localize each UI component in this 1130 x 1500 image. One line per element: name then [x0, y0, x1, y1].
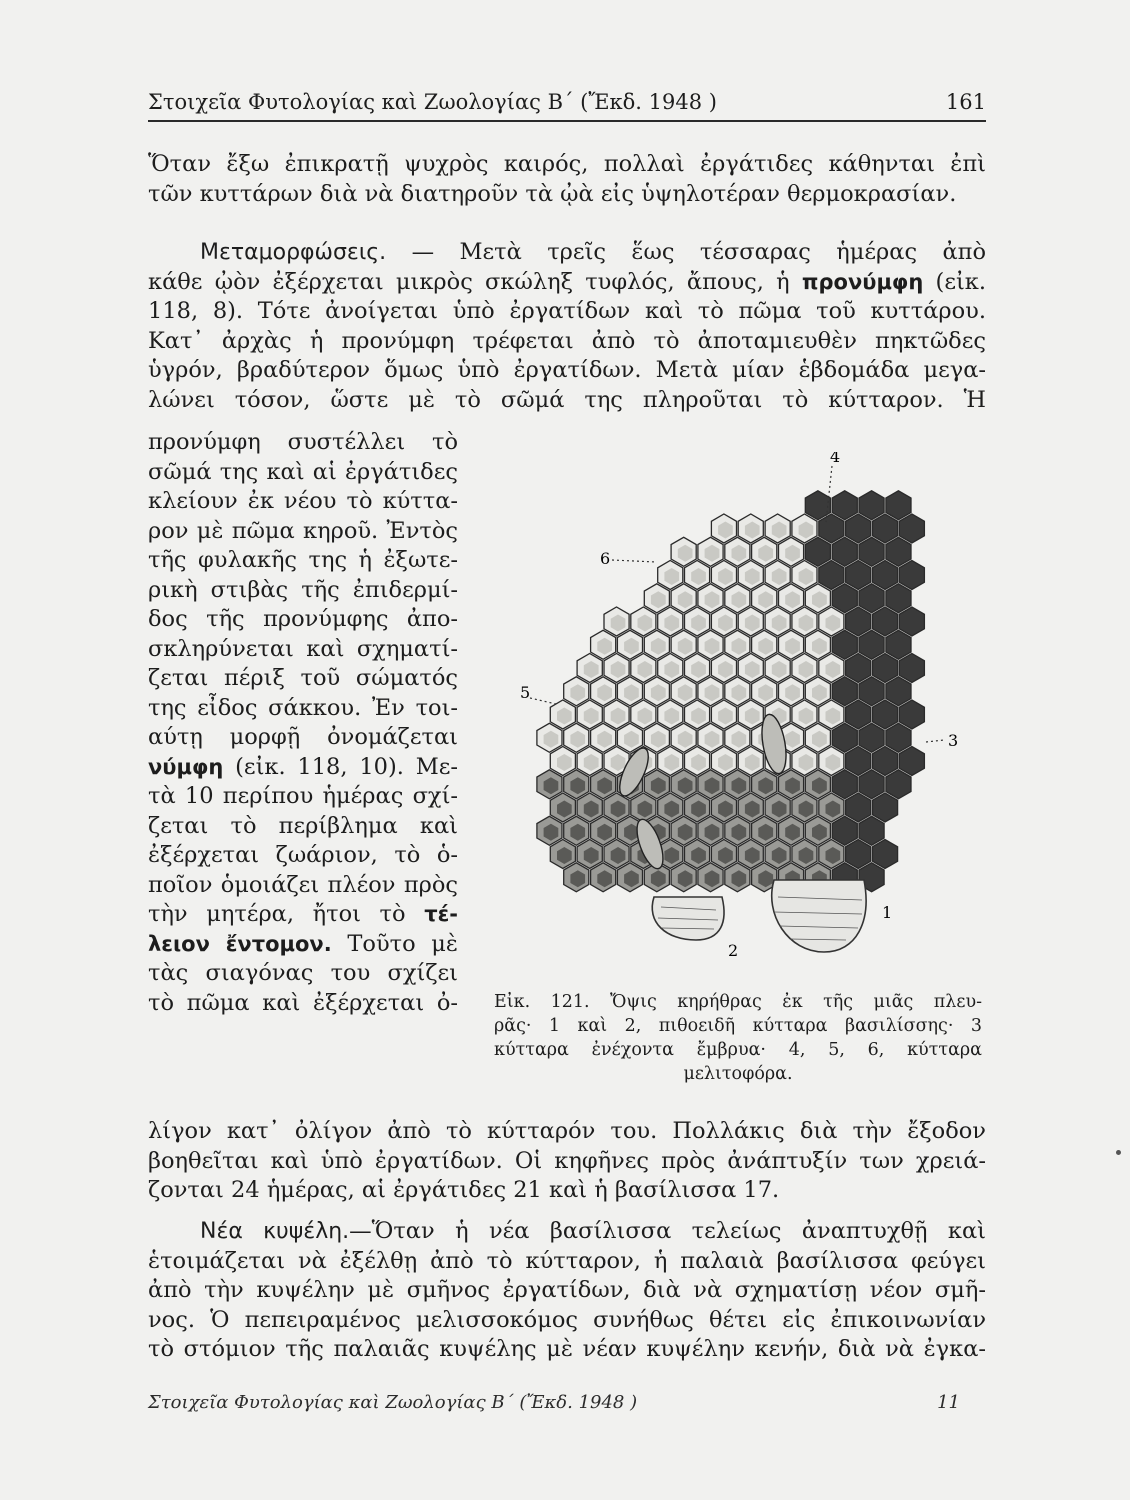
caption-line: κύτταρα ἐνέχοντα ἔμβρυα· 4, 5, 6, κύτταρα — [494, 1040, 982, 1060]
comb-cell — [886, 723, 911, 752]
figure-label-2: 2 — [728, 941, 739, 960]
comb-cell — [846, 700, 871, 729]
comb-cell — [846, 747, 871, 776]
text-line: προνύμφη συστέλλει τὸ — [148, 429, 458, 455]
queen-cell-1 — [772, 880, 866, 952]
text-line: Μεταμορφώσεις. — Μετὰ τρεῖς ἕως τέσσαρας ἡμέρας ἀπὸ — [200, 239, 986, 265]
figure-caption — [494, 990, 982, 1086]
running-title: Στοιχεῖα Φυτολογίας καὶ Ζωολογίας Β΄ (Ἔκδ. 1948 ) — [148, 90, 717, 114]
page-number: 161 — [945, 90, 986, 114]
comb-cell — [846, 840, 871, 869]
paragraph-1 — [148, 150, 986, 209]
caption-line: ρᾶς· 1 καὶ 2, πιθοειδῆ κύτταρα βασιλίσσης· 3 — [494, 1016, 982, 1036]
leader-3 — [926, 740, 944, 742]
comb-cell — [805, 491, 830, 520]
signature-number: 11 — [937, 1392, 960, 1413]
comb-cell — [886, 630, 911, 659]
print-speck — [1116, 1150, 1121, 1155]
text-line: δος τῆς προνύμφης ἀπο- — [148, 606, 458, 632]
text-line: της εἶδος σάκκου. Ἐν τοι- — [148, 694, 458, 721]
comb-cell — [859, 723, 884, 752]
term-nymph: νύμφη — [148, 754, 224, 779]
text-line: ὑγρόν, βραδύτερον ὅμως ὑπὸ ἐργατίδων. Μετὰ μίαν ἑβδομάδα μεγα- — [148, 357, 986, 383]
paragraph-metamorphoses — [148, 238, 986, 415]
comb-cell — [899, 514, 924, 543]
comb-cell — [846, 793, 871, 822]
figure-label-5: 5 — [520, 683, 531, 702]
comb-cell — [873, 700, 898, 729]
text-line: τὰς σιαγόνας του σχίζει — [148, 960, 458, 986]
footer-title: Στοιχεῖα Φυτολογίας καὶ Ζωολογίας Β΄ (Ἔκδ. 1948 ) — [148, 1392, 638, 1413]
leader-6 — [612, 560, 656, 562]
wrapped-column — [148, 428, 458, 1018]
text-line: τῆς φυλακῆς της ἡ ἐξωτε- — [148, 547, 458, 573]
term-teleion: τέ- — [424, 902, 458, 926]
comb-cell — [859, 630, 884, 659]
text-line: τὰ 10 περίπου ἡμέρας σχί- — [148, 783, 458, 809]
comb-cell — [886, 491, 911, 520]
comb-cell — [886, 537, 911, 566]
text-line: λειον ἔντομον. Τοῦτο μὲ — [148, 930, 458, 957]
paragraph-new-hive — [148, 1217, 986, 1365]
figure-label-6: 6 — [600, 549, 611, 568]
text-line: νος. Ὁ πεπειραμένος μελισσοκόμος συνήθως θέτει εἰς ἐπικοινωνίαν — [148, 1306, 986, 1333]
comb-cell — [832, 537, 857, 566]
comb-cell — [873, 654, 898, 683]
comb-cell — [899, 747, 924, 776]
text-line: λώνει τόσον, ὥστε μὲ τὸ σῶμά της πληροῦται τὸ κύτταρον. Ἡ — [148, 386, 986, 413]
text-line: κάθε ᾠὸν ἐξέρχεται μικρὸς σκώληξ τυφλός, ἄπους, ἡ προνύμφη (εἰκ. — [148, 268, 987, 295]
section-heading-new-hive: Νέα κυψέλη. — [200, 1219, 350, 1244]
comb-cell — [899, 607, 924, 636]
text-line: ποῖον ὁμοιάζει πλέον πρὸς — [148, 871, 458, 898]
comb-cell — [873, 793, 898, 822]
text-line: σκληρύνεται καὶ σχηματί- — [148, 635, 458, 662]
comb-cell — [886, 584, 911, 613]
comb-cell — [859, 770, 884, 799]
comb-cell — [873, 840, 898, 869]
comb-cell — [846, 607, 871, 636]
figure-label-1: 1 — [882, 903, 893, 922]
text-line: τὸ πῶμα καὶ ἐξέρχεται ὀ- — [148, 989, 458, 1016]
honeycomb-figure — [506, 452, 976, 987]
text-line: λίγον κατ᾽ ὀλίγον ἀπὸ τὸ κύτταρόν του. Πολλάκις διὰ τὴν ἔξοδον — [148, 1118, 986, 1144]
comb-cell — [846, 561, 871, 590]
honeycomb-illustration — [506, 452, 976, 987]
section-heading-metamorphoses: Μεταμορφώσεις. — [200, 240, 387, 265]
comb-cell — [832, 491, 857, 520]
comb-cell — [859, 537, 884, 566]
text-line: νύμφη (εἰκ. 118, 10). Με- — [148, 753, 458, 780]
comb-cell — [886, 677, 911, 706]
comb-cell — [832, 677, 857, 706]
comb-cell — [846, 654, 871, 683]
text-line: Ὅταν ἔξω ἐπικρατῇ ψυχρὸς καιρός, πολλαὶ ἐργάτιδες κάθηνται ἐπὶ — [148, 151, 986, 177]
caption-line: Εἰκ. 121. Ὄψις κηρήθρας ἐκ τῆς μιᾶς πλευ- — [494, 992, 982, 1012]
comb-cell — [899, 561, 924, 590]
comb-cell — [819, 561, 844, 590]
comb-cell — [859, 677, 884, 706]
text-line: βοηθεῖται καὶ ὑπὸ ἐργατίδων. Οἱ κηφῆνες πρὸς ἀνάπτυξίν των χρειά- — [148, 1147, 986, 1174]
comb-cell — [832, 584, 857, 613]
comb-cell — [832, 816, 857, 845]
caption-line: μελιτοφόρα. — [683, 1064, 793, 1084]
term-entomon: λειον ἔντομον. — [148, 931, 332, 956]
text-line: ζεται πέριξ τοῦ σώματός — [148, 665, 458, 691]
comb-cell — [899, 654, 924, 683]
text-line: τὴν μητέρα, ἤτοι τὸ τέ- — [148, 901, 458, 927]
leader-5 — [530, 698, 556, 704]
text-line: σῶμά της καὶ αἱ ἐργάτιδες — [148, 458, 458, 485]
comb-cell — [859, 491, 884, 520]
comb-cell — [873, 607, 898, 636]
text-line: ἀπὸ τὴν κυψέλην μὲ σμῆνος ἐργατίδων, διὰ νὰ σχηματίσῃ νέον σμῆ- — [148, 1277, 986, 1303]
text-line: αύτῃ μορφῇ ὀνομάζεται — [148, 724, 458, 750]
comb-cell — [832, 630, 857, 659]
comb-cell — [859, 816, 884, 845]
page-footer — [148, 1392, 960, 1413]
text-line: ἐξέρχεται ζωάριον, τὸ ὁ- — [148, 842, 458, 868]
comb-cell — [832, 723, 857, 752]
comb-cell — [819, 514, 844, 543]
text-line: Νέα κυψέλη.—Ὅταν ἡ νέα βασίλισσα τελείως ἀναπτυχθῇ καὶ — [200, 1218, 986, 1244]
figure-label-4: 4 — [830, 452, 841, 466]
text-line: Κατ᾽ ἀρχὰς ἡ προνύμφη τρέφεται ἀπὸ τὸ ἀποταμιευθὲν πηκτῶδες — [148, 327, 986, 354]
text-line: 118, 8). Τότε ἀνοίγεται ὑπὸ ἐργατίδων καὶ τὸ πῶμα τοῦ κυττάρου. — [148, 298, 986, 324]
text-line: τῶν κυττάρων διὰ νὰ διατηροῦν τὰ ᾠὰ εἰς ὑψηλοτέραν θερμοκρασίαν. — [148, 180, 957, 207]
comb-cell — [899, 700, 924, 729]
paragraph-continuation — [148, 1117, 986, 1206]
comb-cell — [832, 770, 857, 799]
text-line: ρον μὲ πῶμα κηροῦ. Ἐντὸς — [148, 517, 458, 544]
comb-cell — [873, 747, 898, 776]
comb-cell — [805, 537, 830, 566]
text-line: ρικὴ στιβὰς τῆς ἐπιδερμί- — [148, 576, 458, 603]
figure-label-3: 3 — [948, 731, 959, 750]
text-line: κλείουν ἐκ νέου τὸ κύττα- — [148, 488, 458, 514]
text-line: τὸ στόμιον τῆς παλαιᾶς κυψέλης μὲ νέαν κυψέλην κενήν, διὰ νὰ ἐγκα- — [148, 1336, 986, 1362]
comb-cell — [859, 584, 884, 613]
comb-cell — [886, 770, 911, 799]
running-header — [148, 86, 986, 122]
text-line: ζεται τὸ περίβλημα καὶ — [148, 812, 458, 839]
text-line: ἑτοιμάζεται νὰ ἐξέλθῃ ἀπὸ τὸ κύτταρον, ἡ παλαιὰ βασίλισσα φεύγει — [148, 1247, 986, 1274]
comb-cell — [846, 514, 871, 543]
comb-cell — [873, 514, 898, 543]
comb-cell — [873, 561, 898, 590]
term-pronymph: προνύμφη — [801, 269, 924, 294]
text-line: ζονται 24 ἡμέρας, αἱ ἐργάτιδες 21 καὶ ἡ βασίλισσα 17. — [148, 1177, 780, 1203]
